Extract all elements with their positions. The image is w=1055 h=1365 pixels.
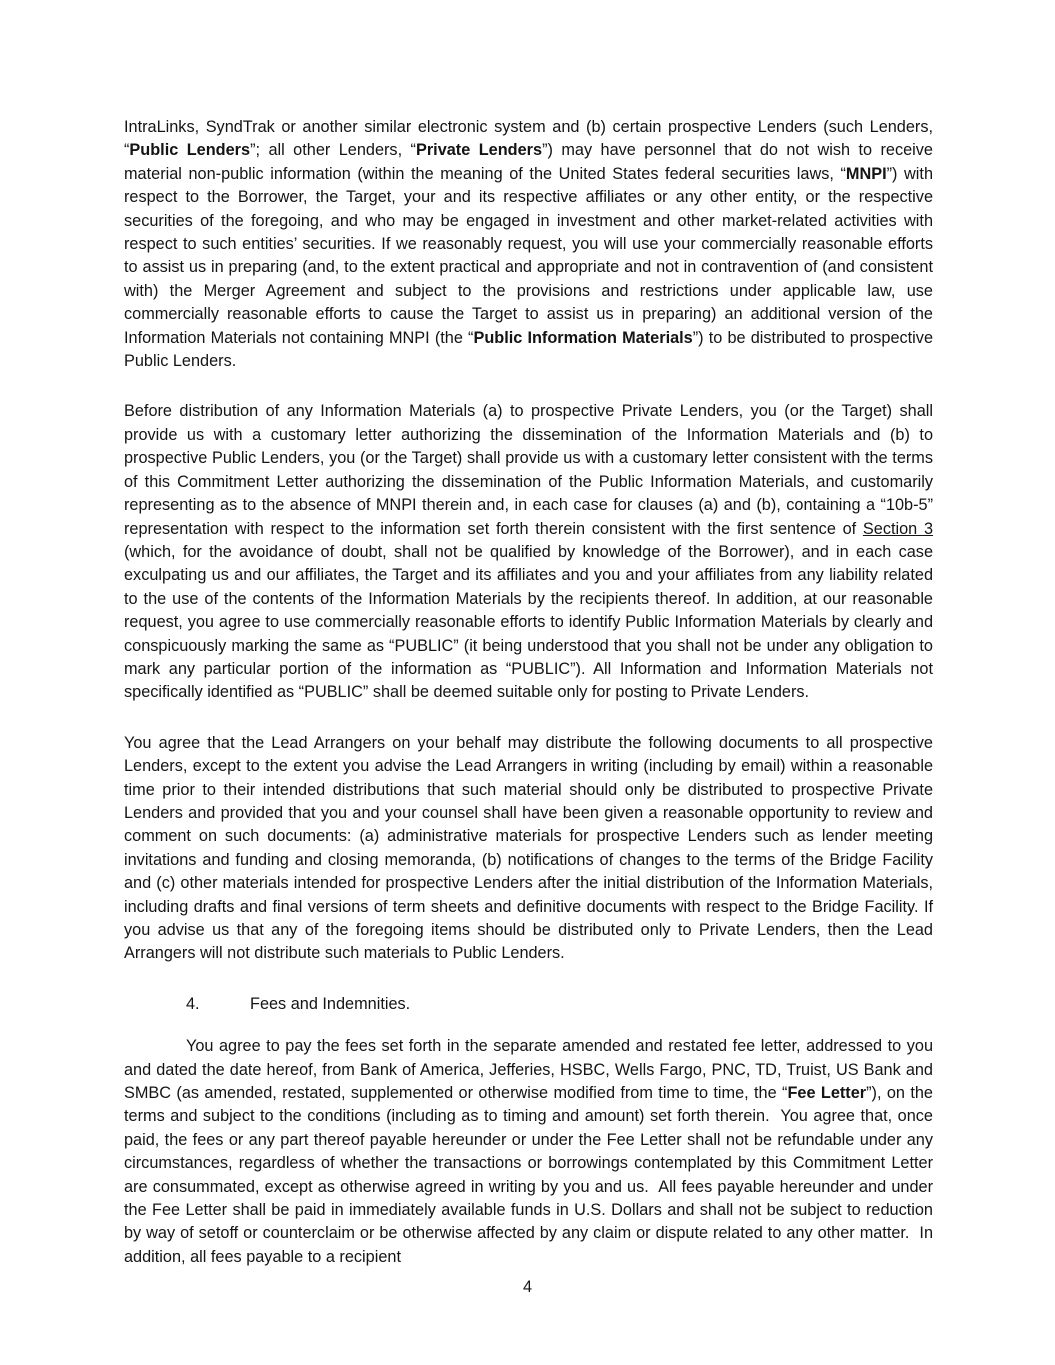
paragraph-information-materials [124,116,933,373]
text-run: You agree to pay the fees set forth in the separate amended and restated fee letter, addressed to you and dated the date hereof, from Bank of America, Jefferies, HSBC, Wells Fargo, PNC, TD, Truist, US Bank and SMBC (as amended, restated, supplemented or otherwise modified from time to time, the “ [124,1037,933,1103]
text-run: ”), on the terms and subject to the conditions (including as to timing and amount) set forth therein. You agree that, once paid, the fees or any part thereof payable hereunder or under the Fee Letter shall not be refundable under any circumstances, regardless of whether the transactions or borrowings contemplated by this Commitment Letter are consummated, except as otherwise agreed in writing by you and us. All fees payable hereunder and under the Fee Letter shall be paid in immediately available funds in U.S. Dollars and shall not be subject to reduction by way of setoff or counterclaim or be otherwise affected by any claim or dispute related to any other matter. In addition, all fees payable to a recipient [124,1084,933,1266]
defined-term: Fee Letter [787,1084,867,1103]
page-number: 4 [522,1278,533,1296]
text-run: ”) with respect to the Borrower, the Target, your and its respective affiliates or any other entity, or the respective securities of the foregoing, and who may be engaged in investment and other market-related activities with respect to such entities’ securities. If we reasonably request, you will use your commercially reasonable efforts to assist us in preparing (and, to the extent practical and appropriate and not in contravention of (and consistent with) the Merger Agreement and subject to the provisions and restrictions under applicable law, use commercially reasonable efforts to cause the Target to assist us in preparing) an additional version of the Information Materials not containing MNPI (the “ [124,164,933,347]
text-run: Before distribution of any Information Materials (a) to prospective Private Lenders, you (or the Target) shall provide us with a customary letter authorizing the dissemination of the Information Materials and (b) to prospective Public Lenders, you (or the Target) shall provide us with a customary letter consistent with the terms of this Commitment Letter authorizing the dissemination of the Public Information Materials, and customarily representing as to the absence of MNPI therein and, in each case for clauses (a) and (b), containing a “10b-5” representation with respect to the information set forth therein consistent with the first sentence of [124,402,933,538]
paragraph-fees [124,1035,933,1269]
text-run: ”) may have personnel that do not wish to receive material non-public information (within the meaning of the United States federal securities laws, “ [124,141,933,183]
section-number: 4. [186,994,200,1013]
text-run: ”; all other Lenders, “ [250,141,416,160]
defined-term: Public Lenders [129,141,251,160]
paragraph-before-distribution [124,400,933,704]
paragraph-lead-arrangers [124,732,933,966]
section-heading [124,993,933,1016]
text-run: (which, for the avoidance of doubt, shall not be qualified by knowledge of the Borrower), and in each case exculpating us and our affiliates, the Target and its affiliates and you and your affiliates from any liability related to the use of the contents of the Information Materials by the recipients thereof. In addition, at our reasonable request, you agree to use commercially reasonable efforts to identify Public Information Materials by clearly and conspicuously marking the same as “PUBLIC” (it being understood that you shall not be under any obligation to mark any particular portion of the information as “PUBLIC”). All Information and Information Materials not specifically identified as “PUBLIC” shall be deemed suitable only for posting to Private Lenders. [124,542,933,702]
text-run: ”) to be distributed to prospective Public Lenders. [124,328,933,371]
defined-term: MNPI [845,164,887,183]
defined-term: Private Lenders [415,141,543,160]
section-title: Fees and Indemnities. [250,994,411,1013]
defined-term: Public Information Materials [473,328,693,347]
document-content [124,116,933,1296]
text-run: IntraLinks, SyndTrak or another similar electronic system and (b) certain prospective Lenders (such Lenders, “ [124,118,933,160]
text-run: You agree that the Lead Arrangers on your behalf may distribute the following documents to all prospective Lenders, except to the extent you advise the Lead Arrangers in writing (including by email) within a reasonable time prior to their intended distributions that such material should only be distributed to prospective Private Lenders and provided that you and your counsel shall have been given a reasonable opportunity to review and comment on such documents: (a) administrative materials for prospective Lenders such as lender meeting invitations and funding and closing memoranda, (b) notifications of changes to the terms of the Bridge Facility and (c) other materials intended for prospective Lenders after the initial distribution of the Information Materials, including drafts and final versions of term sheets and definitive documents with respect to the Bridge Facility. If you advise us that any of the foregoing items should be distributed only to Private Lenders, then the Lead Arrangers will not distribute such materials to Public Lenders. [124,733,933,963]
section-reference: Section 3 [862,519,934,538]
